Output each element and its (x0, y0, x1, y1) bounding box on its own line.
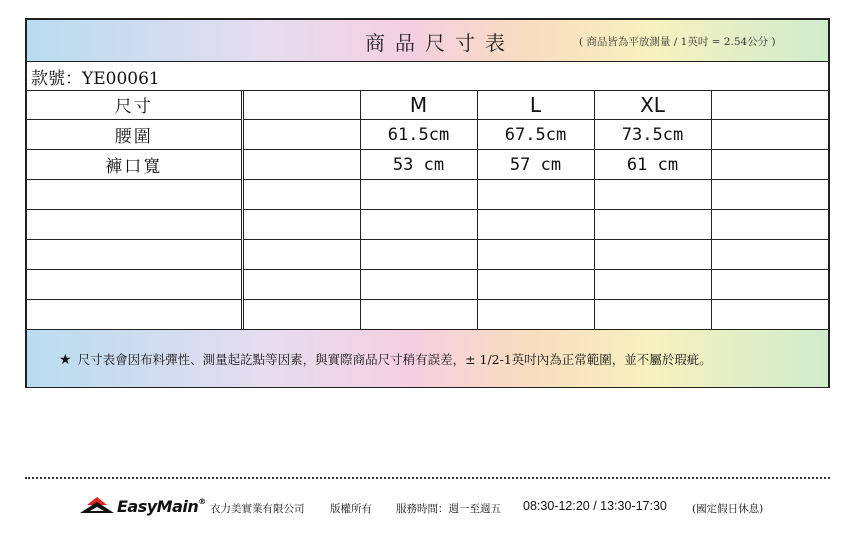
dotted-divider (25, 477, 830, 479)
table-cell (594, 210, 711, 240)
model-number-row (27, 61, 828, 91)
header-cell-l: L (477, 90, 594, 120)
table-cell: 61 cm (594, 150, 711, 180)
table-cell: 57 cm (477, 150, 594, 180)
table-cell (242, 300, 360, 330)
table-cell (711, 210, 828, 240)
table-cell (594, 240, 711, 270)
star-icon: ★ (59, 352, 72, 368)
footer (80, 496, 800, 520)
table-cell (711, 150, 828, 180)
row-label: 褲口寬 (27, 150, 242, 180)
row-label (27, 210, 242, 240)
service-hours-time: 08:30-12:20 / 13:30-17:30 (523, 499, 667, 513)
table-cell: 61.5cm (360, 120, 477, 150)
table-cell (711, 300, 828, 330)
table-cell (594, 180, 711, 210)
table-cell (360, 270, 477, 300)
tolerance-notice (59, 350, 712, 368)
table-cell (477, 270, 594, 300)
size-chart (25, 18, 830, 388)
table-cell (711, 270, 828, 300)
row-label (27, 270, 242, 300)
table-row (27, 180, 828, 210)
table-cell (711, 240, 828, 270)
table-header-row (27, 90, 828, 120)
table-row (27, 210, 828, 240)
table-cell (711, 180, 828, 210)
table-cell (360, 180, 477, 210)
table-cell (360, 210, 477, 240)
title-bar (27, 20, 828, 62)
header-cell (242, 90, 360, 120)
table-row (27, 300, 828, 330)
table-row (27, 120, 828, 150)
notice-bar (27, 329, 828, 387)
header-cell-xl: XL (594, 90, 711, 120)
table-cell (242, 210, 360, 240)
mountain-logo-icon (80, 496, 114, 516)
table-cell: 53 cm (360, 150, 477, 180)
table-cell (477, 210, 594, 240)
table-cell (242, 180, 360, 210)
table-row (27, 240, 828, 270)
table-cell (360, 300, 477, 330)
table-cell (242, 150, 360, 180)
header-cell-m: M (360, 90, 477, 120)
table-cell (477, 300, 594, 330)
row-label: 腰圍 (27, 120, 242, 150)
header-cell: 尺寸 (27, 90, 242, 120)
model-number: 款號：YE00061 (31, 69, 160, 89)
copyright-text: 版權所有 (330, 503, 372, 515)
table-row (27, 150, 828, 180)
holiday-note: (國定假日休息) (692, 503, 764, 515)
header-cell (711, 90, 828, 120)
table-cell (477, 240, 594, 270)
row-label (27, 300, 242, 330)
table-cell (711, 120, 828, 150)
table-cell (360, 240, 477, 270)
registered-mark: ® (198, 497, 206, 506)
table-cell (477, 180, 594, 210)
company-name: 衣力美實業有限公司 (210, 503, 305, 515)
row-label (27, 180, 242, 210)
service-hours-label: 服務時間：週一至週五 (396, 503, 501, 515)
measurement-note: ( 商品皆為平放測量 / 1英吋 = 2.54公分 ) (579, 36, 776, 48)
table-cell: 67.5cm (477, 120, 594, 150)
table-cell (594, 300, 711, 330)
row-label (27, 240, 242, 270)
chart-title: 商品尺寸表 (365, 31, 515, 55)
table-cell (242, 120, 360, 150)
table-cell (594, 270, 711, 300)
brand-logo (117, 497, 206, 516)
size-table (27, 90, 828, 330)
table-cell: 73.5cm (594, 120, 711, 150)
brand-name: EasyMain (117, 497, 199, 516)
table-row (27, 270, 828, 300)
table-cell (242, 240, 360, 270)
table-cell (242, 270, 360, 300)
notice-text: 尺寸表會因布料彈性、測量起訖點等因素，與實際商品尺寸稍有誤差，± 1/2-1英吋內為正常範圍，並不屬於瑕疵。 (77, 352, 712, 367)
